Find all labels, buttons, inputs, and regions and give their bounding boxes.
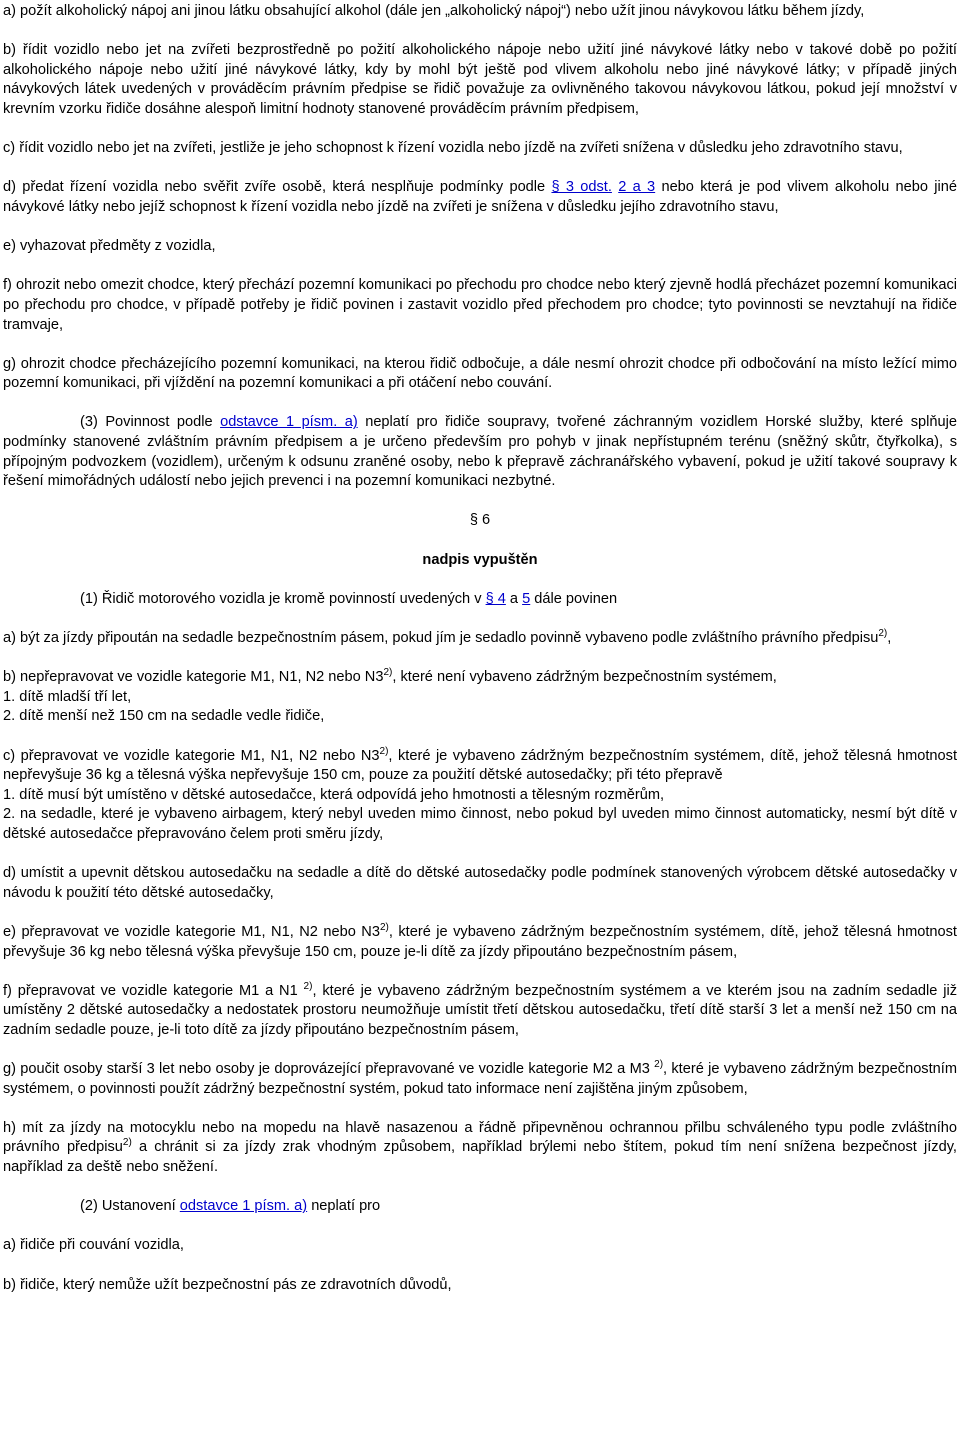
s6-item-a-end: , bbox=[887, 630, 892, 646]
s6-2-text-start: (2) Ustanovení bbox=[80, 1198, 180, 1215]
s6-item-g-instruct-passengers bbox=[3, 1060, 957, 1099]
s6-item-c-point-2: 2. na sedadle, které je vybaveno airbagem, který nebyl uveden mimo činnost, nebo pokud byl uveden mimo činnost automaticky, nesmí být dítě v dětské autosedačce přepravováno čelem proti směru jízdy, bbox=[3, 806, 957, 842]
item-d-text-start: d) předat řízení vozidla nebo svěřit zvíře osobě, která nesplňuje podmínky podle bbox=[3, 179, 552, 196]
link-subsection-1-letter-a[interactable]: odstavce 1 písm. a) bbox=[220, 414, 358, 431]
link-section-3-subsection[interactable]: § 3 odst. bbox=[551, 179, 612, 196]
s6-item-a-seatbelt bbox=[3, 629, 957, 649]
section-number-value: 6 bbox=[477, 512, 491, 529]
item-d-handover-driving bbox=[3, 178, 957, 217]
s6-item-f-third-child bbox=[3, 982, 957, 1041]
s6-item-c-text: c) přepravovat ve vozidle kategorie M1, N1, N2 nebo N3 bbox=[3, 747, 380, 764]
s6-1-text-and: a bbox=[505, 590, 523, 607]
footnote-ref: 2) bbox=[379, 921, 389, 933]
item-b-drive-after-alcohol: b) řídit vozidlo nebo jet na zvířeti bezprostředně po požití alkoholického nápoje nebo užití jiné návykové látky nebo v takové době po požití alkoholického nápoje nebo užití jiné návykové látky, kdy by mohl být ještě pod vlivem alkoholu nebo jiné návykové látky; v případě jiných návykových látek uvedených v prováděcím právním předpise se řidič považuje za ovlivněného takovou návykovou látkou, pokud její množství v krevním vzorku řidiče dosáhne alespoň limitní hodnoty stanovené prováděcím právním předpisem, bbox=[3, 42, 957, 117]
s6-item-b-point-1: 1. dítě mladší tří let, bbox=[3, 688, 132, 705]
s6-item-c-point-1: 1. dítě musí být umístěno v dětské autosedačce, která odpovídá jeho hmotnosti a tělesným rozměrům, bbox=[3, 786, 665, 803]
s6-2-item-b-health-reasons: b) řidiče, který nemůže užít bezpečnostní pás ze zdravotních důvodů, bbox=[3, 1276, 452, 1293]
footnote-ref: 2) bbox=[654, 1059, 664, 1071]
s6-item-b-point-2: 2. dítě menší než 150 cm na sedadle vedle řidiče, bbox=[3, 708, 325, 725]
s6-item-g-end: , které je vybaveno zádržným bezpečnostním systémem, o povinnosti použít zádržný bezpečnostní systém, pokud tato informace není zajištěna jiným způsobem, bbox=[3, 1061, 957, 1097]
s6-2-text-end: neplatí pro bbox=[307, 1198, 381, 1215]
footnote-ref: 2) bbox=[383, 667, 393, 679]
subsection-3-exception bbox=[3, 413, 957, 491]
item-f-pedestrian-crossing: f) ohrozit nebo omezit chodce, který přechází pozemní komunikaci po přechodu pro chodce nebo který zjevně hodlá přecházet pozemní komunikaci po přechodu pro chodce, v případě potřeby je řidič povinen i zastavit vozidlo před přechodem pro chodce; tyto povinnosti se nevztahují na řidiče tramvaje, bbox=[3, 277, 957, 333]
s6-item-f-text: f) přepravovat ve vozidle kategorie M1 a N1 bbox=[3, 982, 304, 999]
s6-1-text-start: (1) Řidič motorového vozidla je kromě povinností uvedených v bbox=[80, 590, 486, 607]
subsection-3-text-start: (3) Povinnost podle bbox=[80, 414, 221, 431]
s6-item-b-text: b) nepřepravovat ve vozidle kategorie M1, N1, N2 nebo N3 bbox=[3, 669, 384, 686]
item-d-text-end: nebo která je pod vlivem alkoholu nebo jiné návykové látky nebo jejíž schopnost k řízení vozidla nebo jízdě na zvířeti je snížena v důsledku jejího zdravotního stavu, bbox=[3, 179, 957, 215]
link-subsection-1-letter-a-2[interactable]: odstavce 1 písm. a) bbox=[179, 1198, 308, 1215]
item-e-throwing-objects: e) vyhazovat předměty z vozidla, bbox=[3, 238, 216, 255]
footnote-ref: 2) bbox=[122, 1137, 132, 1149]
item-a-alcohol-during-drive: a) požít alkoholický nápoj ani jinou látku obsahující alkohol (dále jen „alkoholický nápoj“) nebo užít jinou návykovou látku během jízdy, bbox=[3, 3, 865, 19]
section-6-heading bbox=[3, 511, 957, 570]
section-6-subsection-1-intro bbox=[3, 590, 957, 610]
footnote-ref: 2) bbox=[878, 628, 888, 639]
s6-item-b-end: , které není vybaveno zádržným bezpečnostním systémem, bbox=[392, 669, 777, 686]
item-g-pedestrian-turning: g) ohrozit chodce přecházejícího pozemní komunikaci, na kterou řidič odbočuje, a dále nesmí ohrozit chodce při odbočování na místo ležící mimo pozemní komunikaci, při vjíždění na pozemní komunikaci a při otáčení nebo couvání. bbox=[3, 355, 957, 392]
item-c-health-condition: c) řídit vozidlo nebo jet na zvířeti, jestliže je jeho schopnost k řízení vozidla nebo jízdě na zvířeti snížena v důsledku jeho zdravotního stavu, bbox=[3, 140, 903, 157]
s6-item-e-older-child bbox=[3, 923, 957, 962]
link-section-5[interactable]: 5 bbox=[522, 590, 531, 607]
s6-item-b-no-restraint bbox=[3, 668, 957, 727]
s6-2-item-a-reversing: a) řidiče při couvání vozidla, bbox=[3, 1237, 184, 1254]
s6-item-c-child-seat bbox=[3, 747, 957, 845]
section-6-subsection-2-intro bbox=[3, 1197, 957, 1217]
subsection-3-text-end: neplatí pro řidiče soupravy, tvořené záchranným vozidlem Horské služby, které splňuje podmínky stanovené zvláštním právním předpisem a je určeno především pro pohyb v jinak nepřístupném terénu (sněžný skůtr, čtyřkolka), s přípojným podvozkem (vozidlem), určeným k odsunu zraněné osoby, nebo k přepravě záchranářského vybavení, pokud je užití takové soupravy k řešení mimořádných událostí nebo jejich prevenci i na pozemní komunikaci nezbytné. bbox=[3, 414, 957, 490]
section-title: nadpis vypuštěn bbox=[422, 551, 538, 568]
s6-1-text-end: dále povinen bbox=[530, 590, 618, 607]
s6-item-h-helmet bbox=[3, 1119, 957, 1178]
section-number bbox=[3, 511, 957, 531]
footnote-ref: 2) bbox=[303, 980, 313, 992]
s6-item-e-end: , které je vybaveno zádržným bezpečnostním systémem, dítě, jehož tělesná hmotnost převyšuje 36 kg nebo tělesná výška převyšuje 150 cm, pouze je-li dítě za jízdy připoutáno bezpečnostním pásem, bbox=[3, 923, 957, 960]
link-subsections-2-and-3[interactable]: 2 a 3 bbox=[618, 179, 656, 196]
s6-item-g-text: g) poučit osoby starší 3 let nebo osoby je doprovázející přepravované ve vozidle kategorie M2 a M3 bbox=[3, 1061, 655, 1078]
s6-item-h-text: h) mít za jízdy na motocyklu nebo na mopedu na hlavě nasazenou a řádně připevněnou ochrannou přilbu schváleného typu podle zvláštního právního předpisu bbox=[3, 1119, 957, 1156]
s6-item-d-install-seat: d) umístit a upevnit dětskou autosedačku na sedadle a dítě do dětské autosedačky podle podmínek stanovených výrobcem dětské autosedačky v návodu k použití této dětské autosedačky, bbox=[3, 865, 957, 901]
link-section-4[interactable]: § 4 bbox=[485, 590, 506, 607]
s6-item-f-end: , které je vybaveno zádržným bezpečnostním systémem a ve kterém jsou na zadním sedadle již umístěny 2 dětské autosedačky a nedostatek prostoru neumožňuje umístit třetí dětskou autosedačku, třetí dítě starší 3 let a menší než 150 cm na zadním sedadle pouze, je-li toto dítě za jízdy připoutáno bezpečnostním pásem, bbox=[3, 982, 957, 1038]
s6-item-a-text: a) být za jízdy připoután na sedadle bezpečnostním pásem, pokud jím je sedadlo povinně vybaveno podle zvláštního právního předpisu bbox=[3, 630, 879, 646]
s6-item-e-text: e) přepravovat ve vozidle kategorie M1, N1, N2 nebo N3 bbox=[3, 923, 380, 940]
s6-item-h-end: a chránit si za jízdy zrak vhodným způsobem, například brýlemi nebo štítem, pokud tím není snížena bezpečnost jízdy, například za deště nebo sněžení. bbox=[3, 1139, 957, 1176]
footnote-ref: 2) bbox=[379, 745, 389, 757]
s6-item-c-end: , které je vybaveno zádržným bezpečnostním systémem, dítě, jehož tělesná hmotnost nepřevyšuje 36 kg a tělesná výška nepřevyšuje 150 cm, pouze za použití dětské autosedačky; při této přepravě bbox=[3, 747, 957, 784]
section-symbol: § bbox=[469, 512, 478, 529]
